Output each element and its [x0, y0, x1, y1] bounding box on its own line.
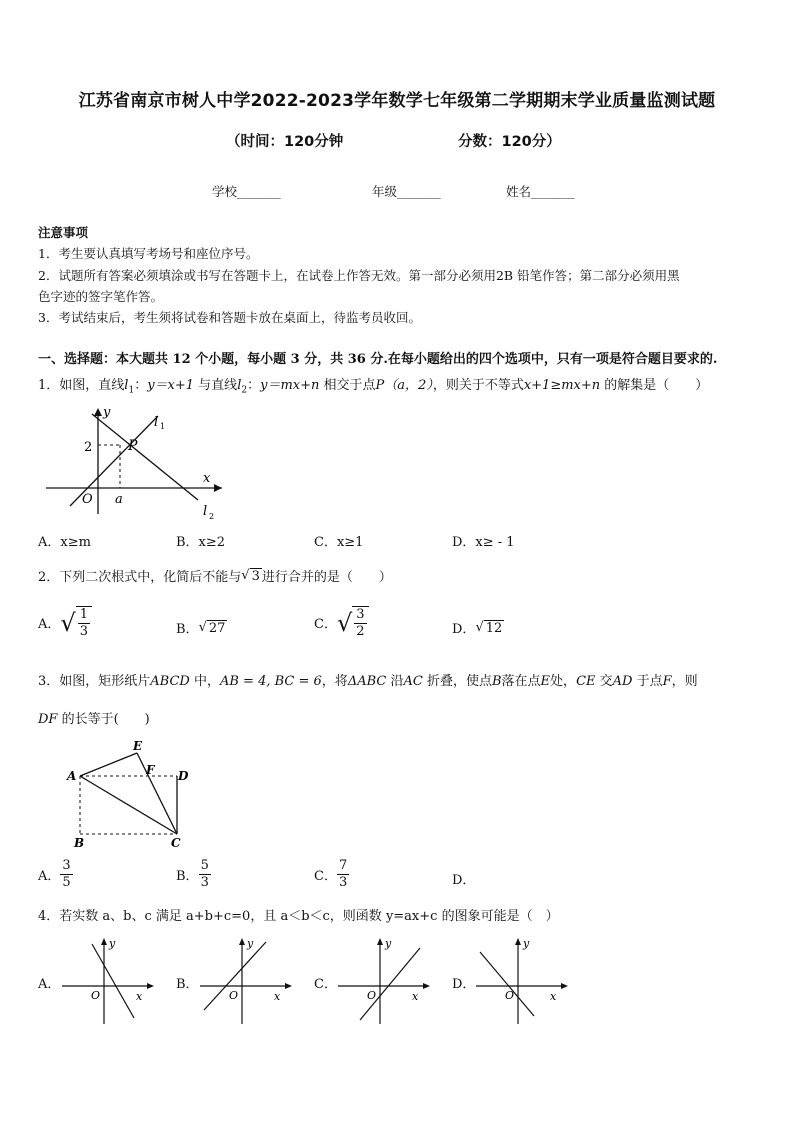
notice-heading: 注意事项 — [38, 225, 89, 240]
x-arrow-icon — [561, 983, 568, 989]
q4-option-a[interactable]: A． — [38, 977, 61, 992]
line-l2 — [92, 414, 198, 500]
q2-option-d[interactable]: D． √ 12 — [452, 620, 503, 637]
label-f: F — [146, 763, 155, 777]
exam-score: 分数：120分） — [458, 134, 561, 150]
q4-graph-c — [338, 934, 434, 1026]
q4-option-d[interactable]: D． — [452, 977, 476, 992]
question-3-figure — [60, 736, 210, 854]
graph-line — [360, 948, 420, 1020]
q3-option-a[interactable]: A． $\frac{3}{5}$ — [38, 858, 71, 890]
graph-line — [92, 944, 134, 1018]
label-x: x — [136, 990, 143, 1003]
label-l1: l — [154, 415, 159, 430]
question-1-figure — [40, 404, 230, 524]
label-origin: O — [505, 989, 515, 1002]
q1-option-d[interactable]: D．x≥ - 1 — [452, 535, 515, 550]
label-origin: O — [91, 989, 101, 1002]
label-x: x — [412, 990, 419, 1003]
label-y: y — [247, 937, 254, 950]
label-x: x — [203, 471, 211, 486]
label-origin: O — [367, 989, 377, 1002]
y-arrow-icon — [377, 938, 383, 945]
q1-option-c[interactable]: C．x≥1 — [314, 535, 364, 550]
x-arrow-icon — [147, 983, 154, 989]
label-e: E — [133, 739, 143, 753]
q2-option-b[interactable]: B． √ 27 — [176, 620, 226, 637]
label-a: A — [67, 769, 77, 783]
grade-field: 年级_______ — [372, 184, 441, 199]
exam-time: （时间：120分钟 — [226, 134, 344, 150]
page-title: 江苏省南京市树人中学2022-2023学年数学七年级第二学期期末学业质量监测试题 — [78, 91, 716, 111]
question-4-text: 4．若实数 a、b、c 满足 a+b+c=0，且 a＜b＜c，则函数 y=ax+c 的图象可能是（ ） — [38, 909, 559, 924]
y-arrow-icon — [515, 938, 521, 945]
label-b: B — [74, 836, 85, 850]
school-field: 学校_______ — [212, 184, 281, 199]
label-y: y — [523, 937, 530, 950]
y-arrow-icon — [94, 408, 102, 416]
notice-item: 色字迹的签字笔作答。 — [38, 288, 164, 304]
label-x: x — [274, 990, 281, 1003]
q4-graph-b — [200, 934, 296, 1026]
label-p: P — [128, 438, 138, 454]
q3-option-c[interactable]: C． $\frac{7}{3}$ — [314, 858, 348, 890]
y-arrow-icon — [239, 938, 245, 945]
sqrt-3: √ 3 — [241, 568, 260, 584]
q3-option-b[interactable]: B． $\frac{5}{3}$ — [176, 858, 209, 890]
q1-option-b[interactable]: B．x≥2 — [176, 535, 226, 550]
notice-item: 2．试题所有答案必须填涂或书写在答题卡上，在试卷上作答无效。第一部分必须用2B 铅笔作答；第二部分必须用黑 — [38, 267, 680, 283]
q4-option-b[interactable]: B． — [176, 977, 199, 992]
x-arrow-icon — [423, 983, 430, 989]
question-2-text: 2．下列二次根式中，化简后不能与 √ 3 进行合并的是（ ） — [38, 568, 392, 585]
y-arrow-icon — [101, 938, 107, 945]
section-heading: 一、选择题：本大题共 12 个小题，每小题 3 分，共 36 分.在每小题给出的四个选项中，只有一项是符合题目要求的. — [38, 352, 718, 367]
name-field: 姓名_______ — [506, 184, 575, 199]
label-l2: l — [203, 504, 208, 519]
q4-option-c[interactable]: C． — [314, 977, 337, 992]
label-origin: O — [229, 989, 239, 1002]
q3-option-d[interactable]: D． — [452, 873, 476, 888]
q1-option-a[interactable]: A．x≥m — [38, 535, 91, 550]
x-arrow-icon — [285, 983, 292, 989]
label-d: D — [178, 769, 189, 783]
q2-option-c[interactable]: C． √ $\frac{3}{2}$ — [314, 606, 369, 639]
label-a: a — [115, 492, 123, 507]
label-l2-sub: 2 — [209, 512, 215, 521]
graph-line — [480, 952, 534, 1016]
label-c: C — [171, 836, 181, 850]
label-l1-sub: 1 — [160, 422, 166, 431]
notice-item: 3．考试结束后，考生须将试卷和答题卡放在桌面上，待监考员收回。 — [38, 310, 421, 325]
q4-graph-a — [62, 934, 158, 1026]
segment-ae — [80, 753, 137, 776]
q4-graph-d — [476, 934, 572, 1026]
label-y: y — [103, 405, 111, 420]
notice-block — [38, 222, 768, 328]
question-1-text: 1．如图，直线$l_1$：y＝x+1 与直线$l_2$：y＝mx+n 相交于点P（a，2），则关于不等式x+1≥mx+n 的解集是（ ） — [38, 378, 709, 396]
notice-item: 1．考生要认真填写考场号和座位序号。 — [38, 246, 259, 262]
q2-option-a[interactable]: A． √ $\frac{1}{3}$ — [38, 606, 92, 639]
label-x: x — [550, 990, 557, 1003]
label-y: y — [385, 937, 392, 950]
x-arrow-icon — [214, 484, 222, 492]
label-two: 2 — [84, 440, 93, 455]
question-3-text: 3．如图，矩形纸片ABCD 中，AB = 4, BC = 6，将ΔABC 沿AC 折叠，使点B落在点E处，CE 交AD 于点F，则 — [38, 674, 698, 689]
label-origin: O — [82, 492, 93, 507]
label-y: y — [109, 937, 116, 950]
question-3-text-line2: DF 的长等于( ) — [38, 712, 150, 727]
